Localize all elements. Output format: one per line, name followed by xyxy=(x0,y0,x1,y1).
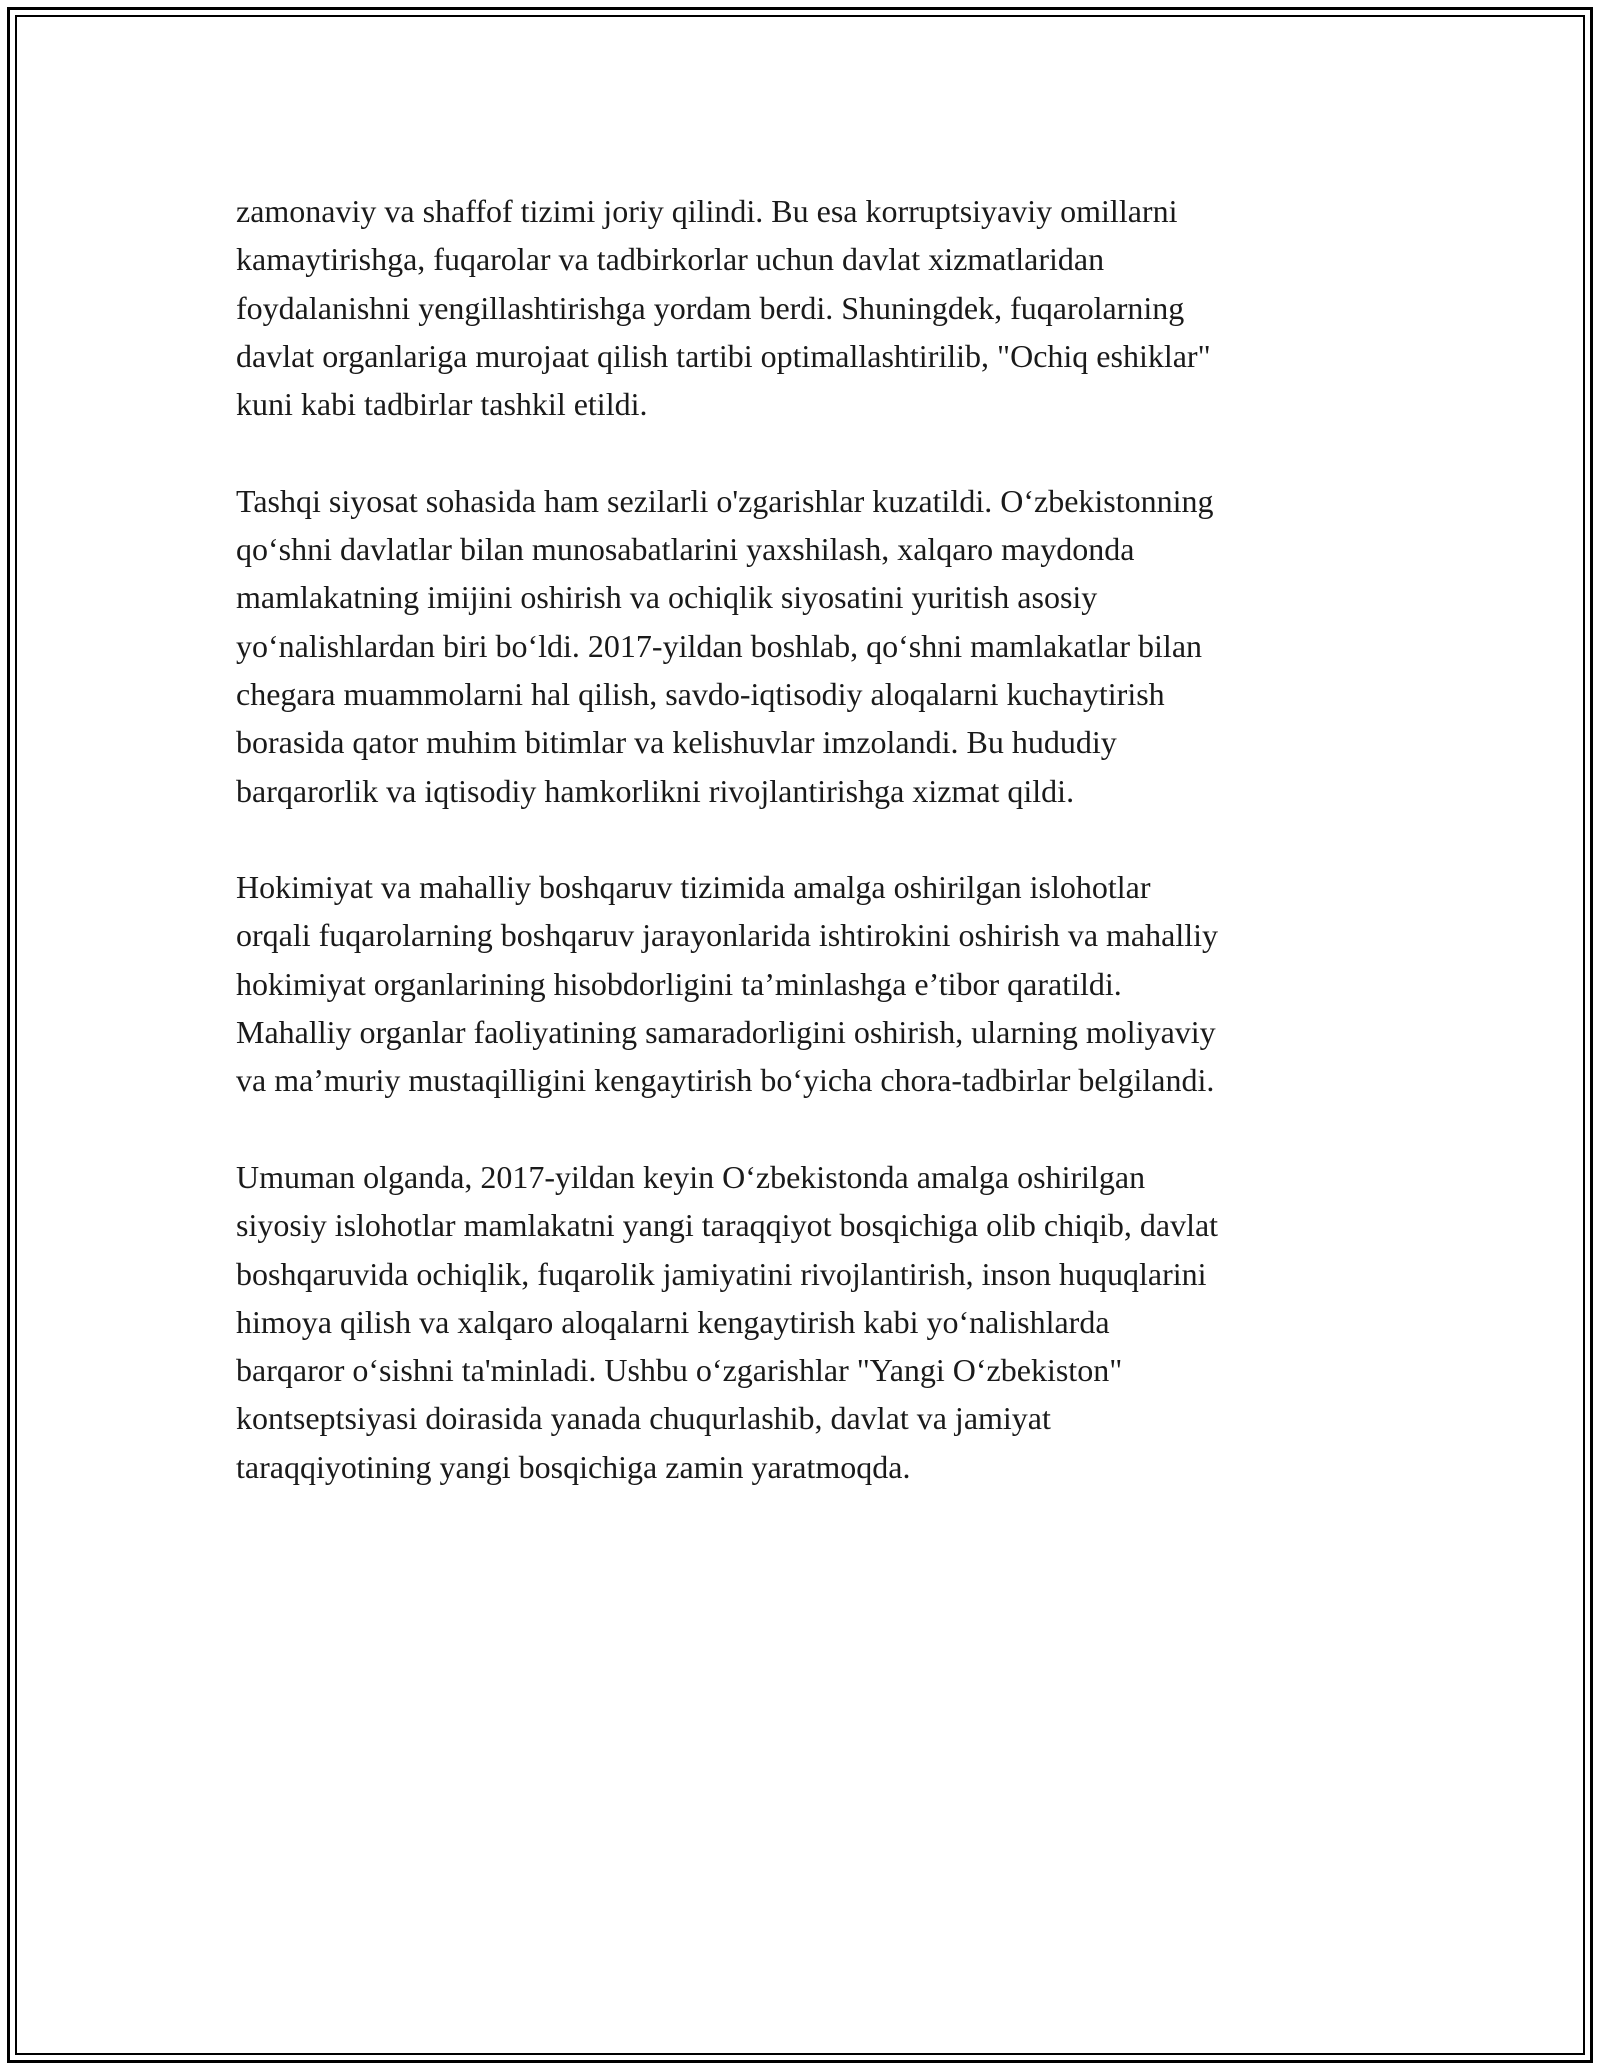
paragraph-2: Tashqi siyosat sohasida ham sezilarli o'zgarishlar kuzatildi. O‘zbekistonning qo‘shni davlatlar bilan munosabatlarini yaxshilash, xalqaro maydonda mamlakatning imijini oshirish va ochiqlik siyosatini yuritish asosiy yo‘nalishlardan biri bo‘ldi. 2017-yildan boshlab, qo‘shni mamlakatlar bilan chegara muammolarni hal qilish, savdo-iqtisodiy aloqalarni kuchaytirish borasida qator muhim bitimlar va kelishuvlar imzolandi. Bu hududiy barqarorlik va iqtisodiy hamkorlikni rivojlantirishga xizmat qildi. xyxy=(236,482,1214,809)
paragraph-4: Umuman olganda, 2017-yildan keyin O‘zbekistonda amalga oshirilgan siyosiy islohotlar mamlakatni yangi taraqqiyot bosqichiga olib chiqib, davlat boshqaruvida ochiqlik, fuqarolik jamiyatini rivojlantirish, inson huquqlarini himoya qilish va xalqaro aloqalarni kengaytirish kabi yo‘nalishlarda barqaror o‘sishni ta'minladi. Ushbu o‘zgarishlar "Yangi O‘zbekiston" kontseptsiyasi doirasida yanada chuqurlashib, davlat va jamiyat taraqqiyotining yangi bosqichiga zamin yaratmoqda. xyxy=(236,1158,1219,1485)
document-body xyxy=(236,187,1366,1539)
paragraph-3: Hokimiyat va mahalliy boshqaruv tizimida amalga oshirilgan islohotlar orqali fuqarolarning boshqaruv jarayonlarida ishtirokini oshirish va mahalliy hokimiyat organlarining hisobdorligini ta’minlashga e’tibor qaratildi. Mahalliy organlar faoliyatining samaradorligini oshirish, ularning moliyaviy va ma’muriy mustaqilligini kengaytirish bo‘yicha chora-tadbirlar belgilandi. xyxy=(236,869,1218,1099)
paragraph-1: zamonaviy va shaffof tizimi joriy qilindi. Bu esa korruptsiyaviy omillarni kamaytirishga, fuqarolar va tadbirkorlar uchun davlat xizmatlaridan foydalanishni yengillashtirishga yordam berdi. Shuningdek, fuqarolarning davlat organlariga murojaat qilish tartibi optimallashtirilib, "Ochiq eshiklar" kuni kabi tadbirlar tashkil etildi. xyxy=(236,193,1211,423)
